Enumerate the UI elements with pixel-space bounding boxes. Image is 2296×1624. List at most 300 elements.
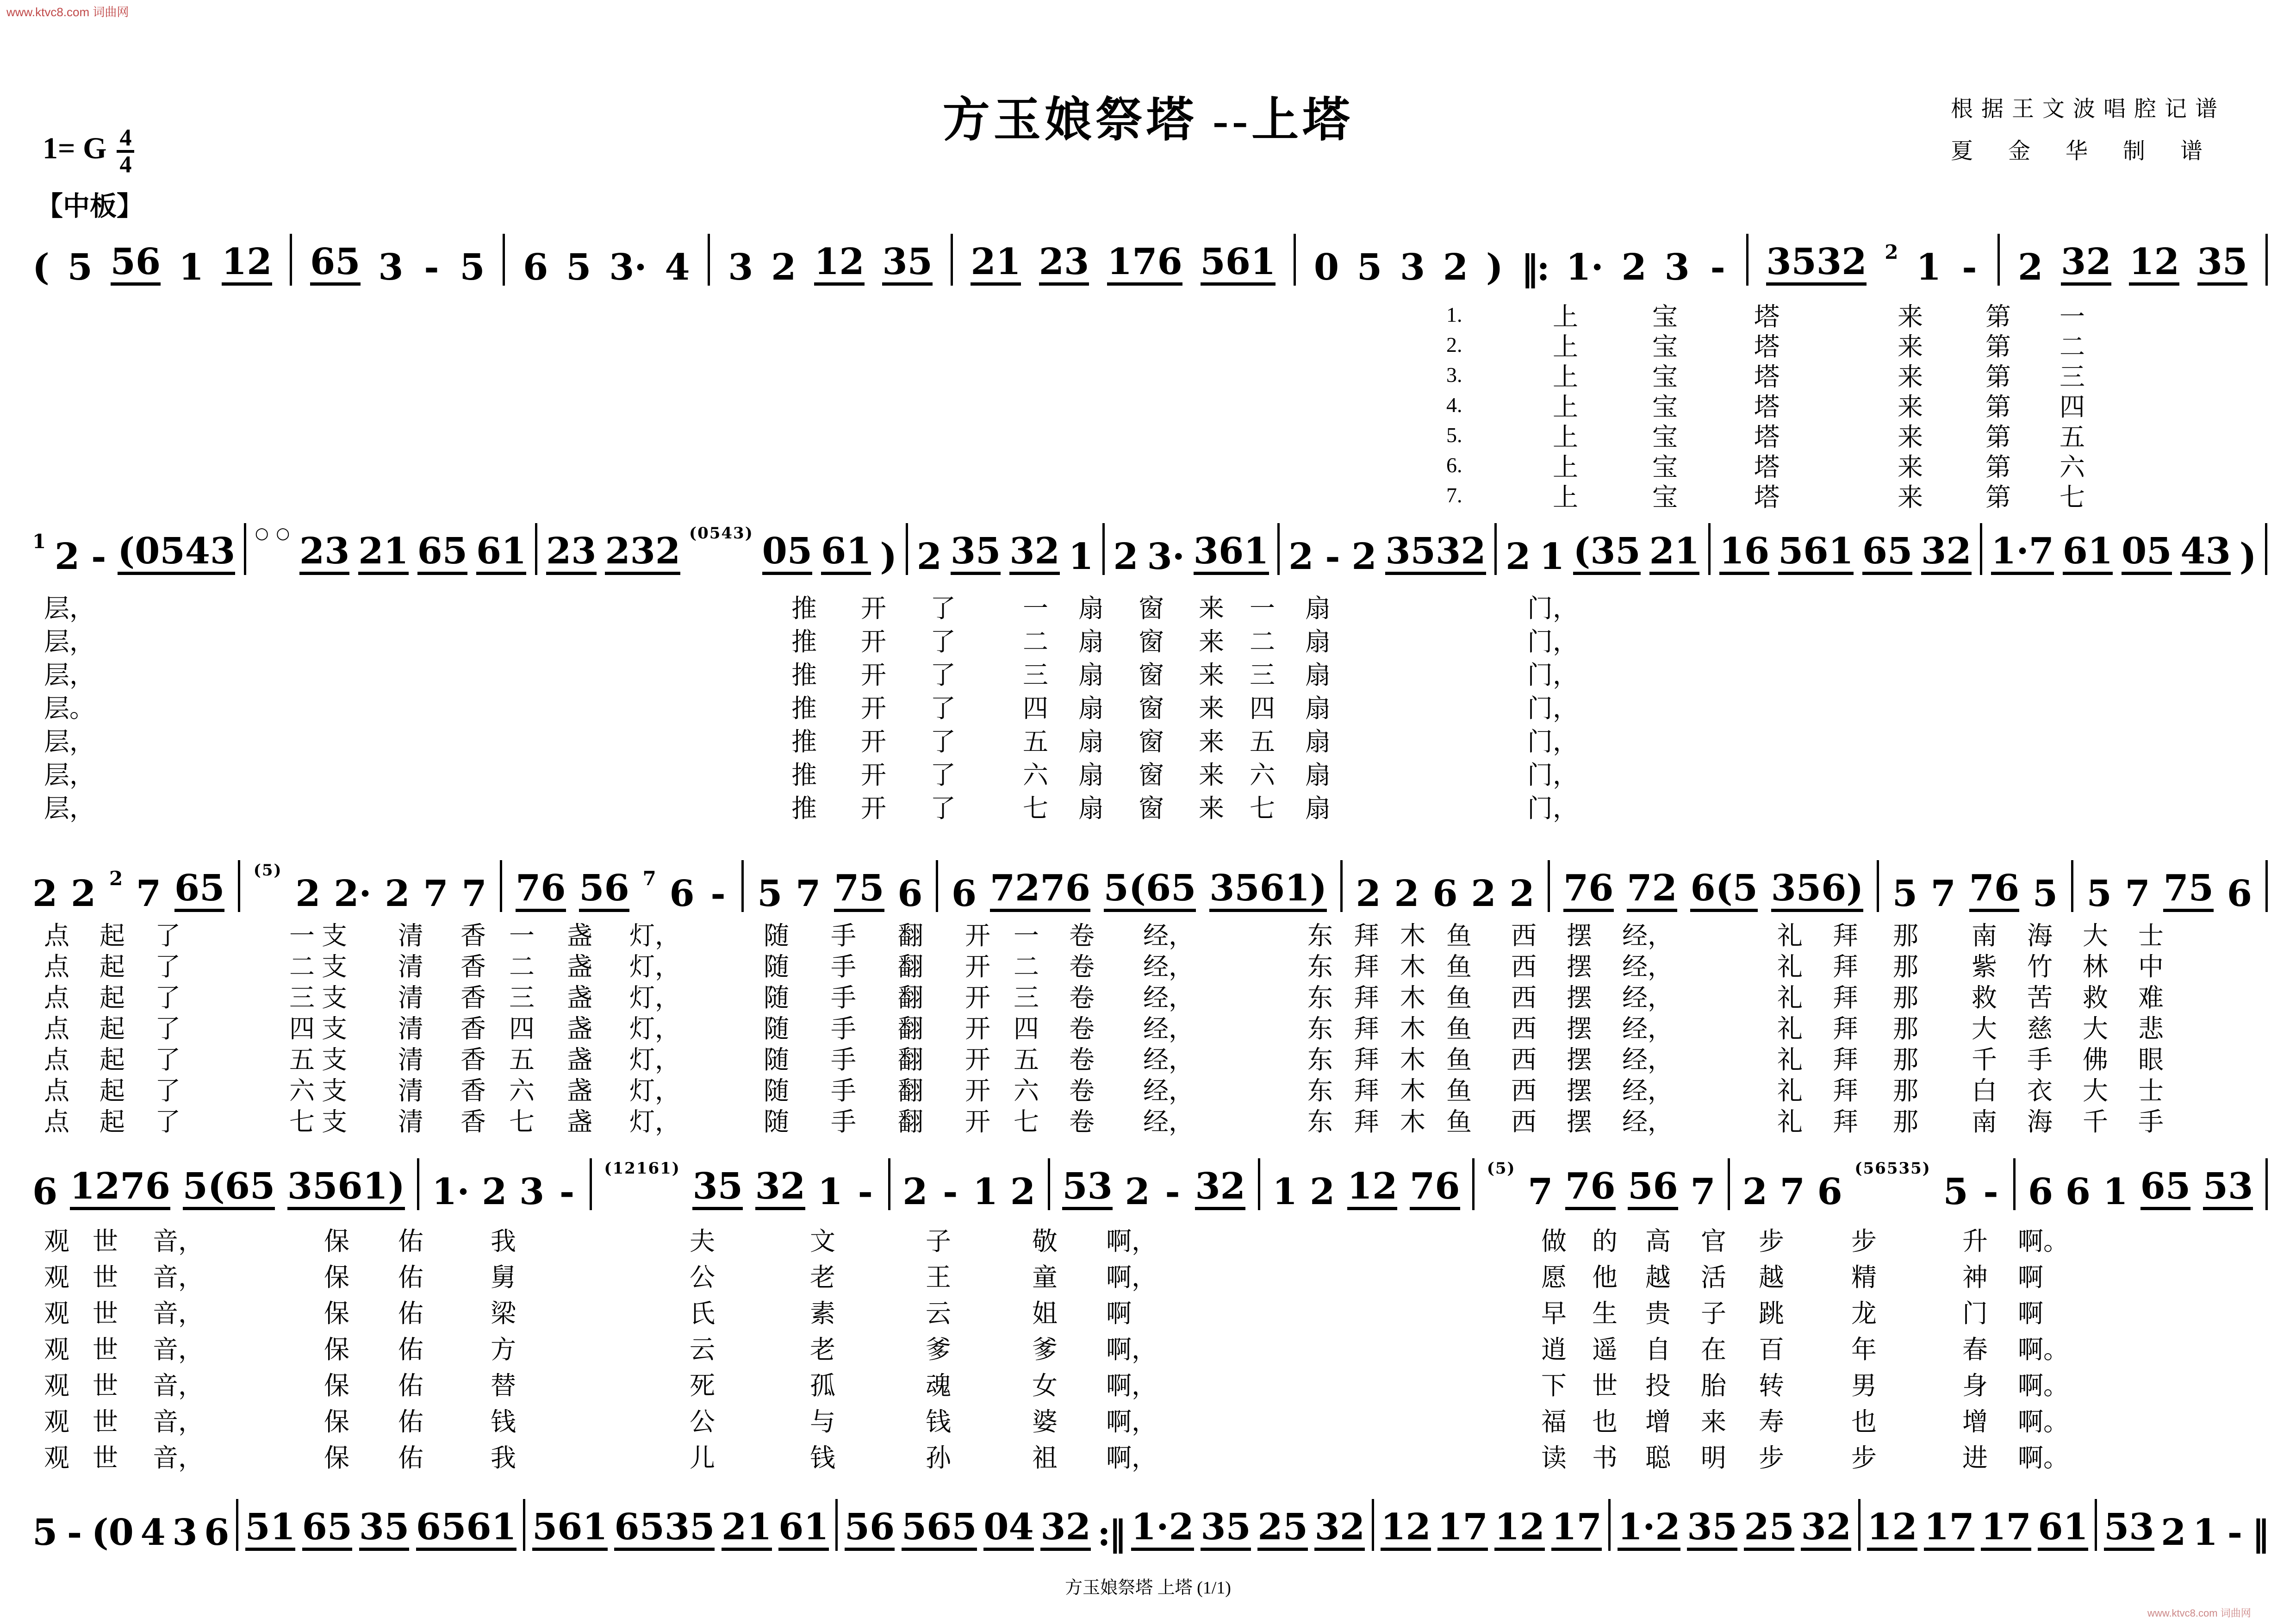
lyric-cell: 啊， [1106, 1372, 1157, 1400]
music-note: 7 [2125, 873, 2150, 915]
lyric-cell: 祖 [1032, 1444, 1058, 1472]
music-note: 61 [778, 1509, 829, 1551]
lyric-cell: 佑 [398, 1263, 424, 1292]
lyric-cell: 盏 [567, 1077, 593, 1105]
tempo-marking: 【中板】 [36, 191, 144, 221]
lyric-cell: 层。 [44, 694, 95, 723]
lyric-cell: 东 [1307, 922, 1333, 950]
lyric-cell: 大 [2083, 922, 2109, 950]
lyric-cell: 灯， [629, 984, 681, 1012]
music-note: 5 [460, 246, 485, 288]
lyric-cell: 宝 [1652, 333, 1678, 361]
lyric-cell: 啊 [1106, 1299, 1132, 1328]
lyric-cell: 来 [1199, 628, 1225, 656]
lyric-cell: 手 [2138, 1108, 2164, 1136]
music-note: 2 [1621, 246, 1647, 288]
lyric-cell: 救 [1972, 984, 1997, 1012]
music-note: 232 [605, 533, 680, 575]
music-note: 7276 [990, 870, 1090, 912]
music-note: 7 [1780, 1171, 1805, 1213]
lyric-cell: 西 [1511, 1077, 1537, 1105]
lyric-cell: 音， [153, 1299, 204, 1328]
lyric-cell: 宝 [1652, 303, 1678, 331]
barline [290, 234, 292, 286]
music-note: 05 [762, 533, 813, 575]
lyric-cell: 三 [1250, 661, 1276, 689]
music-note: 7 [1690, 1171, 1716, 1213]
music-note: 32 [2061, 244, 2111, 286]
music-note: 21 [1649, 533, 1700, 575]
lyric-cell: 云 [926, 1299, 952, 1328]
grace-note: 1 [32, 530, 46, 553]
annotation: (12161) [604, 1159, 680, 1178]
lyric-cell: 东 [1307, 1077, 1333, 1105]
music-note: 5(65 [1104, 870, 1196, 912]
lyric-cell: 来 [1898, 303, 1923, 331]
music-note: 2 [2018, 246, 2043, 288]
key-signature [43, 126, 134, 177]
music-note: 53 [1062, 1168, 1113, 1210]
lyric-cell: 开 [965, 1077, 991, 1105]
music-note: 3· [1147, 536, 1185, 578]
lyric-cell: 木 [1400, 922, 1426, 950]
lyric-cell: 啊 [2018, 1299, 2044, 1328]
lyric-cell: 佑 [398, 1444, 424, 1472]
music-note: 35 [1687, 1509, 1737, 1551]
lyric-cell: 世 [1592, 1372, 1618, 1400]
music-note: 12 [1494, 1509, 1545, 1551]
lyric-cell: 随 [764, 1108, 790, 1136]
music-note: 565 [902, 1509, 977, 1551]
grace-note: 7 [642, 867, 656, 890]
barline [1980, 523, 1982, 575]
lyric-cell: 西 [1511, 953, 1537, 981]
lyric-cell: 自 [1645, 1336, 1671, 1364]
lyric-cell: 盏 [567, 1108, 593, 1136]
music-note: 3 [172, 1512, 198, 1554]
lyric-cell: 翻 [898, 984, 924, 1012]
barline [1877, 860, 1879, 912]
lyric-cell: 他 [1592, 1263, 1618, 1292]
lyric-cell: 做 [1541, 1227, 1567, 1255]
barline [1258, 1158, 1260, 1210]
music-note: 51 [245, 1509, 296, 1551]
lyric-cell: 读 [1541, 1444, 1567, 1472]
barline [1372, 1499, 1374, 1551]
music-note: 2 [70, 873, 96, 915]
lyric-cell: 手 [831, 922, 857, 950]
duration-dash: - [710, 873, 726, 915]
music-note: 12 [1347, 1168, 1398, 1210]
lyric-cell: 南 [1972, 922, 1997, 950]
lyric-cell: 卷 [1069, 984, 1095, 1012]
lyric-cell: 经， [1622, 1015, 1674, 1043]
lyric-cell: 七 [1023, 794, 1049, 823]
music-note: 32 [1921, 533, 1972, 575]
lyric-cell: 经， [1143, 953, 1195, 981]
lyric-cell: 来 [1199, 761, 1225, 789]
music-note: ) [880, 536, 897, 578]
music-note: 7 [136, 873, 162, 915]
lyric-cell: 保 [324, 1227, 350, 1255]
lyric-cell: 门 [1962, 1299, 1988, 1328]
lyric-cell: 世 [93, 1408, 118, 1436]
music-note: 1 [1916, 246, 1941, 288]
lyric-cell: 跳 [1759, 1299, 1785, 1328]
lyric-cell: 塔 [1754, 393, 1780, 421]
lyric-cell: 第 [1985, 363, 2011, 391]
lyric-cell: 点 [44, 922, 70, 950]
lyric-cell: 上 [1553, 423, 1579, 451]
music-note: 1 [1068, 536, 1094, 578]
lyric-cell: 南 [1972, 1108, 1997, 1136]
lyric-cell: 在 [1701, 1336, 1727, 1364]
lyric-cell: 拜 [1833, 984, 1859, 1012]
lyric-cell: 老 [810, 1263, 836, 1292]
barline [835, 1499, 838, 1551]
lyric-cell: 越 [1759, 1263, 1785, 1292]
lyric-cell: 世 [93, 1263, 118, 1292]
lyric-cell: 保 [324, 1299, 350, 1328]
music-note: 2 [295, 873, 321, 915]
lyric-cell: 那 [1893, 1077, 1919, 1105]
lyric-cell: 随 [764, 953, 790, 981]
lyric-cell: 生 [1592, 1299, 1618, 1328]
lyric-cell: 公 [690, 1263, 716, 1292]
lyric-cell: 盏 [567, 984, 593, 1012]
lyric-cell: 层， [44, 594, 95, 623]
music-system-3 [32, 860, 2268, 915]
annotation: ○ ○ [255, 524, 291, 543]
lyric-cell: 摆 [1567, 1108, 1593, 1136]
lyric-cell: 衣 [2027, 1077, 2053, 1105]
lyric-cell: 书 [1592, 1444, 1618, 1472]
lyric-cell: 开 [965, 1015, 991, 1043]
lyric-cell: 木 [1400, 1046, 1426, 1074]
lyric-cell: 拜 [1833, 1077, 1859, 1105]
lyric-cell: 死 [690, 1372, 716, 1400]
duration-dash: - [67, 1512, 82, 1554]
lyric-cell: 点 [44, 1046, 70, 1074]
lyric-cell: 鱼 [1446, 1077, 1472, 1105]
transcriber-credit: 根据王文波唱腔记谱 [1951, 97, 2226, 121]
lyric-cell: 福 [1541, 1408, 1567, 1436]
lyric-cell: 三 [509, 984, 535, 1012]
grace-note: 2 [1885, 241, 1898, 263]
music-note: 6561 [416, 1509, 516, 1551]
music-note: 25 [1744, 1509, 1794, 1551]
lyric-cell: 起 [100, 1108, 125, 1136]
lyric-cell: 随 [764, 1046, 790, 1074]
music-note: 32 [1040, 1509, 1091, 1551]
lyric-cell: 遥 [1592, 1336, 1618, 1364]
lyric-cell: 点 [44, 1108, 70, 1136]
lyric-cell: 观 [44, 1372, 70, 1400]
lyric-cell: 公 [690, 1408, 716, 1436]
lyric-cell: 王 [926, 1263, 952, 1292]
lyric-cell: 支 [322, 1015, 348, 1043]
lyric-cell: 门， [1527, 728, 1579, 756]
barline [535, 523, 537, 575]
lyric-cell: 活 [1701, 1263, 1727, 1292]
lyric-cell: 氏 [690, 1299, 716, 1328]
lyric-cell: 六 [509, 1077, 535, 1105]
lyric-cell: 官 [1701, 1227, 1727, 1255]
lyric-cell: 五 [1014, 1046, 1039, 1074]
lyric-cell: 转 [1759, 1372, 1785, 1400]
music-note: 21 [722, 1509, 772, 1551]
lyric-cell: 塔 [1754, 303, 1780, 331]
final-barline: ‖ [2252, 1512, 2268, 1554]
music-note: 6 [897, 873, 923, 915]
lyric-cell: 了 [155, 984, 181, 1012]
lyric-cell: 门， [1527, 594, 1579, 623]
music-note: 12 [1381, 1509, 1431, 1551]
lyric-cell: 佑 [398, 1408, 424, 1436]
annotation: (5) [253, 861, 282, 880]
lyric-cell: 门， [1527, 694, 1579, 723]
lyric-cell: 清 [398, 1108, 424, 1136]
music-note: 76 [1969, 870, 2020, 912]
lyric-cell: 卷 [1069, 1077, 1095, 1105]
lyric-cell: 魂 [926, 1372, 952, 1400]
lyric-cell: 也 [1851, 1408, 1877, 1436]
lyric-cell: 那 [1893, 1046, 1919, 1074]
lyric-cell: 了 [930, 728, 956, 756]
grace-note: 2 [109, 867, 123, 890]
lyric-cell: 开 [965, 984, 991, 1012]
lyric-cell: 扇 [1078, 628, 1104, 656]
lyric-cell: 姐 [1032, 1299, 1058, 1328]
lyric-cell: 灯， [629, 1077, 681, 1105]
lyric-cell: 手 [831, 953, 857, 981]
lyric-cell: 紫 [1972, 953, 1997, 981]
lyric-cell: 那 [1893, 1015, 1919, 1043]
music-note: 5 [67, 246, 93, 288]
lyric-cell: 寿 [1759, 1408, 1785, 1436]
lyric-cell: 清 [398, 984, 424, 1012]
music-note: 7 [1930, 873, 1956, 915]
lyric-cell: 经， [1143, 1015, 1195, 1043]
music-note: 3561) [287, 1168, 405, 1210]
lyric-cell: 礼 [1777, 922, 1803, 950]
music-note: 65 [310, 244, 361, 286]
lyric-cell: 扇 [1078, 728, 1104, 756]
barline [523, 1499, 525, 1551]
music-note: 65 [302, 1509, 353, 1551]
lyric-cell: 来 [1898, 483, 1923, 512]
lyric-cell: 观 [44, 1299, 70, 1328]
music-note: 1·7 [1991, 533, 2054, 575]
lyric-cell: 上 [1553, 363, 1579, 391]
lyric-cell: 经， [1622, 984, 1674, 1012]
lyric-cell: 林 [2083, 953, 2109, 981]
lyric-cell: 清 [398, 953, 424, 981]
music-note: 1 [2192, 1512, 2218, 1554]
lyric-cell: 点 [44, 1015, 70, 1043]
lyric-cell: 宝 [1652, 423, 1678, 451]
lyric-cell: 摆 [1567, 922, 1593, 950]
music-note: 2 [385, 873, 410, 915]
music-note: 2 [1356, 873, 1381, 915]
music-note: 1· [432, 1171, 470, 1213]
lyric-cell: 音， [153, 1444, 204, 1472]
lyric-cell: 扇 [1305, 761, 1331, 789]
lyric-cell: 啊。 [2018, 1444, 2069, 1472]
lyric-cell: 摆 [1567, 1015, 1593, 1043]
lyric-cell: 礼 [1777, 1077, 1803, 1105]
lyric-cell: 二 [509, 953, 535, 981]
lyric-cell: 木 [1400, 1015, 1426, 1043]
lyric-cell: 千 [1972, 1046, 1997, 1074]
lyric-cell: 手 [831, 1077, 857, 1105]
music-note: 53 [2203, 1168, 2253, 1210]
lyric-cell: 女 [1032, 1372, 1058, 1400]
music-note: 5(65 [183, 1168, 275, 1210]
music-note: 16 [1719, 533, 1770, 575]
time-signature-numerator: 4 [117, 126, 134, 153]
lyric-cell: 清 [398, 1046, 424, 1074]
lyric-cell: 佑 [398, 1336, 424, 1364]
lyric-cell: 起 [100, 1077, 125, 1105]
lyric-cell: 拜 [1354, 922, 1380, 950]
lyric-cell: 替 [491, 1372, 516, 1400]
lyric-cell: 礼 [1777, 984, 1803, 1012]
music-note: 35 [1201, 1509, 1251, 1551]
lyric-cell: 与 [810, 1408, 836, 1436]
lyric-cell: 宝 [1652, 393, 1678, 421]
music-note: 35 [2197, 244, 2248, 286]
lyric-cell: 拜 [1833, 922, 1859, 950]
song-title: 方玉娘祭塔 --上塔 [942, 94, 1354, 147]
lyric-cell: 窗 [1139, 794, 1164, 823]
lyric-cell: 来 [1898, 393, 1923, 421]
lyric-cell: 西 [1511, 984, 1537, 1012]
arranger-credit: 夏 金 华 制 谱 [1951, 139, 2203, 163]
lyric-cell: 千 [2083, 1108, 2109, 1136]
music-note: 35 [951, 533, 1001, 575]
barline [1340, 860, 1343, 912]
barline [238, 860, 240, 912]
lyric-cell: 随 [764, 984, 790, 1012]
lyric-cell: 第 [1985, 303, 2011, 331]
music-note: 76 [516, 870, 566, 912]
watermark-bottom-right: www.ktvc8.com 词曲网 [2147, 1607, 2251, 1619]
music-note: 2 [1471, 873, 1496, 915]
lyric-cell: 爹 [1032, 1336, 1058, 1364]
lyric-cell: 那 [1893, 984, 1919, 1012]
lyric-cell: 了 [155, 922, 181, 950]
music-note: 21 [971, 244, 1021, 286]
lyric-cell: 世 [93, 1227, 118, 1255]
barline [244, 523, 246, 575]
lyric-cell: 观 [44, 1336, 70, 1364]
lyric-cell: 六 [1250, 761, 1276, 789]
lyric-cell: 香 [460, 1108, 486, 1136]
music-note: 2 [1125, 1171, 1150, 1213]
lyric-cell: 鱼 [1446, 1015, 1472, 1043]
verse-number: 7. [1446, 483, 1462, 507]
lyric-cell: 东 [1307, 1046, 1333, 1074]
lyric-cell: 海 [2027, 922, 2053, 950]
lyric-cell: 扇 [1078, 694, 1104, 723]
music-note: 61 [2063, 533, 2113, 575]
lyric-cell: 一 [1014, 922, 1039, 950]
lyric-cell: 啊 [2018, 1263, 2044, 1292]
barline [1472, 1158, 1475, 1210]
lyric-cell: 三 [1014, 984, 1039, 1012]
lyric-cell: 支 [322, 984, 348, 1012]
lyric-cell: 香 [460, 1015, 486, 1043]
lyric-cell: 推 [791, 661, 817, 689]
lyric-cell: 方 [491, 1336, 516, 1364]
lyric-cell: 子 [926, 1227, 952, 1255]
lyric-cell: 塔 [1754, 363, 1780, 391]
music-note: 17 [1551, 1509, 1602, 1551]
music-note: 53 [2104, 1509, 2154, 1551]
lyric-cell: 起 [100, 953, 125, 981]
music-note: 6 [523, 246, 548, 288]
lyric-cell: 起 [100, 1046, 125, 1074]
music-note: 76 [1565, 1168, 1616, 1210]
lyric-cell: 大 [1972, 1015, 1997, 1043]
music-note: 61 [2038, 1509, 2088, 1551]
lyric-cell: 一 [1023, 594, 1049, 623]
lyric-cell: 敬 [1032, 1227, 1058, 1255]
lyric-cell: 来 [1898, 363, 1923, 391]
lyric-cell: 推 [791, 794, 817, 823]
music-note: 25 [1257, 1509, 1308, 1551]
lyric-cell: 素 [810, 1299, 836, 1328]
lyric-cell: 保 [324, 1408, 350, 1436]
music-note: 2 [1394, 873, 1419, 915]
lyric-cell: 香 [460, 984, 486, 1012]
lyric-cell: 经， [1622, 1077, 1674, 1105]
music-note: 32 [1314, 1509, 1365, 1551]
music-note: 6 [669, 873, 695, 915]
lyric-cell: 来 [1701, 1408, 1727, 1436]
music-note: 76 [1410, 1168, 1460, 1210]
lyric-cell: 层， [44, 728, 95, 756]
music-note: 2 [55, 536, 80, 578]
lyric-cell: 了 [930, 661, 956, 689]
lyric-cell: 卷 [1069, 922, 1095, 950]
barline [417, 1158, 419, 1210]
lyric-cell: 层， [44, 794, 95, 823]
lyric-cell: 音， [153, 1336, 204, 1364]
barline [2265, 234, 2268, 286]
music-note: 1 [973, 1171, 998, 1213]
lyric-cell: 支 [322, 1046, 348, 1074]
lyric-cell: 手 [831, 984, 857, 1012]
lyric-cell: 手 [831, 1015, 857, 1043]
lyric-cell: 经， [1622, 922, 1674, 950]
lyric-cell: 塔 [1754, 333, 1780, 361]
music-note: 43 [2180, 533, 2231, 575]
lyric-cell: 三 [2060, 363, 2085, 391]
music-note: 75 [2163, 870, 2214, 912]
lyric-cell: 灯， [629, 1108, 681, 1136]
lyric-cell: 六 [2060, 453, 2085, 481]
lyric-cell: 木 [1400, 984, 1426, 1012]
lyric-cell: 木 [1400, 953, 1426, 981]
lyric-cell: 逍 [1541, 1336, 1567, 1364]
lyric-cell: 开 [861, 694, 887, 723]
music-note: 17 [1981, 1509, 2031, 1551]
lyric-cell: 七 [1014, 1108, 1039, 1136]
lyric-cell: 鱼 [1446, 1108, 1472, 1136]
lyric-cell: 鱼 [1446, 922, 1472, 950]
